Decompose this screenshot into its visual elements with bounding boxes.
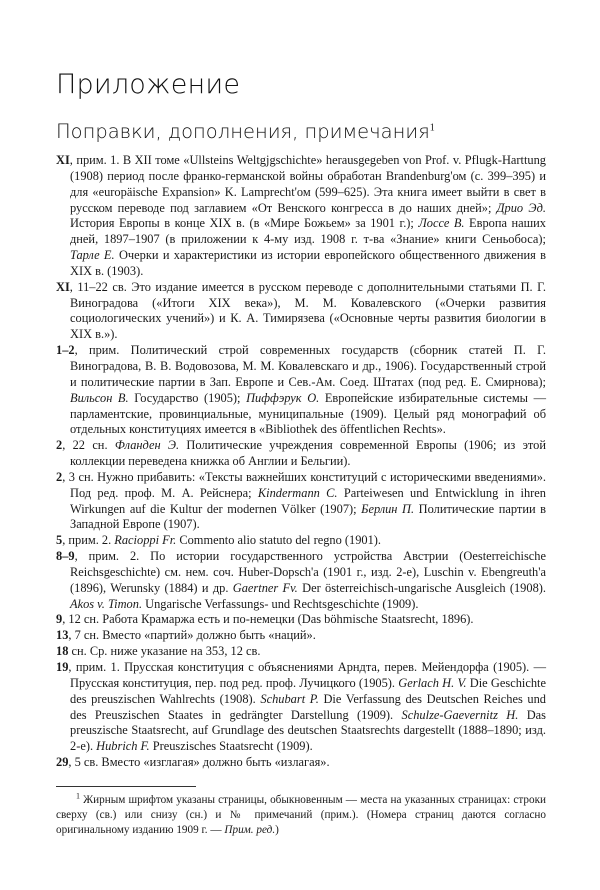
footnote-text: Жирным шрифтом указаны страницы, обыкновенным — места на указанных страницах: строки сверху (св.) или снизу (сн.) и № примечаний (прим.). (Номера страниц даются согласно оригинальному изданию 1909 г. — <box>56 794 546 836</box>
entry-text: Политические учреждения современной Европы (1906; из этой коллекции переведена книжка об Англии и Бельгии). <box>70 438 546 469</box>
entry-text: , прим. 2. По истории государственного устройства Австрии (Oesterreichische Reichsgeschichte) см. нем. соч. Huber-Dopsch'a (1901 г., изд. 2-е), Luschin v. Ebengreuth'a (1896), Werunsky (1884) и др. <box>70 549 546 595</box>
page-reference: 2 <box>56 438 63 453</box>
page-reference: 18 <box>56 644 69 659</box>
author-name: Gaertner Fv. <box>232 580 298 595</box>
page-reference: 8–9 <box>56 549 75 564</box>
entry-text: , 7 сн. Вместо «партий» должно быть «наций». <box>68 628 316 643</box>
author-name: Racioppi Fr. <box>114 533 177 548</box>
page-reference: 2 <box>56 469 63 484</box>
page-reference: 13 <box>56 628 69 643</box>
entry-text: Европа наших дней, 1897–1907 (в приложении к 4-му изд. 1908 г. т-ва «Знание» книги Сеньобоса); <box>70 216 546 247</box>
author-name: Берлин П. <box>361 501 415 516</box>
author-name: Schulze-Gaevernitz H. <box>401 707 519 722</box>
corrections-list <box>56 153 546 771</box>
entry-text: , прим. 1. Прусская конституция с объяснениями Арндта, перев. Мейендорфа (1905). — Прусская конституция, пер. под ред. проф. Лучицкого (1905). <box>68 660 546 690</box>
entry-text: , 11–22 св. Это издание имеется в русском переводе с дополнительными статьями П. Г. Виноградова («Итоги XIX века»), М. М. Ковалевского («Очерки развития социологических учений») и К. А. Тимирязева («Основные черты развития биологии в XIX в.»). <box>69 279 546 342</box>
page-body <box>56 68 546 771</box>
entry-text: Commento alio statuto del regno (1901). <box>176 533 382 548</box>
entry-text: Der österreichisch-ungarische Ausgleich (1908). <box>297 580 546 595</box>
page-reference: 19 <box>56 660 69 674</box>
author-name: Kindermann C. <box>257 485 338 500</box>
entry-text: , 22 сн. <box>62 438 115 453</box>
page-reference: 9 <box>56 612 63 627</box>
author-name: Тарле Е. <box>70 248 115 263</box>
correction-entry <box>56 612 546 628</box>
entry-text: Parteiwesen und Entwicklung in ihren Wirkungen auf die Kultur der modernen Völker (1907); <box>70 485 547 516</box>
correction-entry <box>56 549 546 612</box>
page-reference: XI <box>56 153 70 167</box>
entry-text: Политические партии в Западной Европе (1907). <box>70 501 547 532</box>
footnote <box>56 793 546 838</box>
footnote-divider <box>56 786 196 787</box>
section-title-text: Поправки, дополнения, примечания <box>56 120 430 143</box>
entry-text: История Европы в конце XIX в. (в «Мире Божьем» за 1901 г.); <box>70 216 419 231</box>
author-name: Gerlach H. V. <box>398 675 467 690</box>
correction-entry <box>56 280 546 343</box>
correction-entry <box>56 343 546 438</box>
entry-text: Die Verfassung des Deutschen Reiches und des Preuszischen Staates in gedrängter Darstellung (1909). <box>70 691 547 722</box>
page-title: Приложение <box>56 69 241 100</box>
author-name: Фланден Э. <box>114 438 180 453</box>
section-title <box>56 119 546 145</box>
correction-entry <box>56 660 546 755</box>
page-reference: 1–2 <box>56 343 75 358</box>
entry-text: Ungarische Verfassungs- und Rechtsgeschichte (1909). <box>142 596 419 611</box>
entry-text: , прим. Политический строй современных государств (сборник статей П. Г. Виноградова, В. В. Водовозова, М. М. Ковалевскаго и др., 1906). Государственный строй и политические партии в Зап. Европе и Сев.-Ам. Соед. Штатах (под ред. Е. Смирнова); <box>70 343 546 389</box>
footnote-reference: 1 <box>429 122 435 134</box>
author-name: Дрио Эд. <box>496 200 546 215</box>
entry-text: сн. Ср. ниже указание на 353, 12 св. <box>68 644 261 659</box>
author-name: Вильсон В. <box>70 390 129 405</box>
entry-text: , прим. 2. <box>62 533 115 548</box>
correction-entry <box>56 533 546 549</box>
correction-entry <box>56 438 546 470</box>
correction-entry <box>56 644 546 660</box>
footnote-text: ) <box>275 824 279 836</box>
page-reference: 5 <box>56 533 63 548</box>
entry-text: Die Geschichte des preuszischen Wahlrechts (1908). <box>70 675 546 706</box>
entry-text: Очерки и характеристики из истории европейского общественного движения в XIX в. (1903). <box>70 248 546 278</box>
entry-text: , 12 сн. Работа Крамаржа есть и по-немецки (Das böhmische Staatsrecht, 1896). <box>62 612 474 627</box>
author-name: Akos v. Timon. <box>70 596 143 611</box>
entry-text: Preuszisches Staatsrecht (1909). <box>149 739 313 754</box>
entry-text: , 3 сн. Нужно прибавить: «Тексты важнейших конституций с историческими введениями». Под ред. проф. М. А. Рейснера; <box>62 469 546 500</box>
entry-text: Das preuszische Staatsrecht, auf Grundlage des deutschen Staatsrechts dargestellt (1888–1890; изд. 2-е). <box>70 707 546 754</box>
entry-text: , 5 св. Вместо «изглагая» должно быть «излагая». <box>68 755 330 770</box>
author-name: Schubart P. <box>260 691 319 706</box>
footnote-marker: 1 <box>76 791 80 801</box>
entry-text: Европейские избирательные системы — парламентские, провинциальные, муниципальные (1909). Целый ряд монографий об отдельных конституциях имеется в «Bibliothek des öffentlichen Rechts». <box>70 390 546 437</box>
author-name: Hubrich F. <box>96 739 150 754</box>
entry-text: , прим. 1. В XII томе «Ullsteins Weltgjgschichte» herausgegeben von Prof. v. Pflugk-Harttung (1908) период после франко-германской войны обработан Brandenburg'ом (с. 399–395) и для «europäische Expansion» K. Lamprecht'ом (599–625). Эта книга имеет выйти в свет в русском переводе под заглавием «От Венского конгресса в до наших дней»; <box>69 153 546 215</box>
page-reference: XI <box>56 279 70 294</box>
page-reference: 29 <box>56 755 69 770</box>
author-name: Лоссе В. <box>418 216 465 231</box>
footnote-editor-note: Прим. ред. <box>224 824 276 836</box>
correction-entry <box>56 628 546 644</box>
entry-text: Государство (1905); <box>128 390 247 405</box>
correction-entry <box>56 755 546 771</box>
correction-entry <box>56 153 546 280</box>
author-name: Пиффэрук О. <box>246 390 320 405</box>
correction-entry <box>56 470 546 533</box>
